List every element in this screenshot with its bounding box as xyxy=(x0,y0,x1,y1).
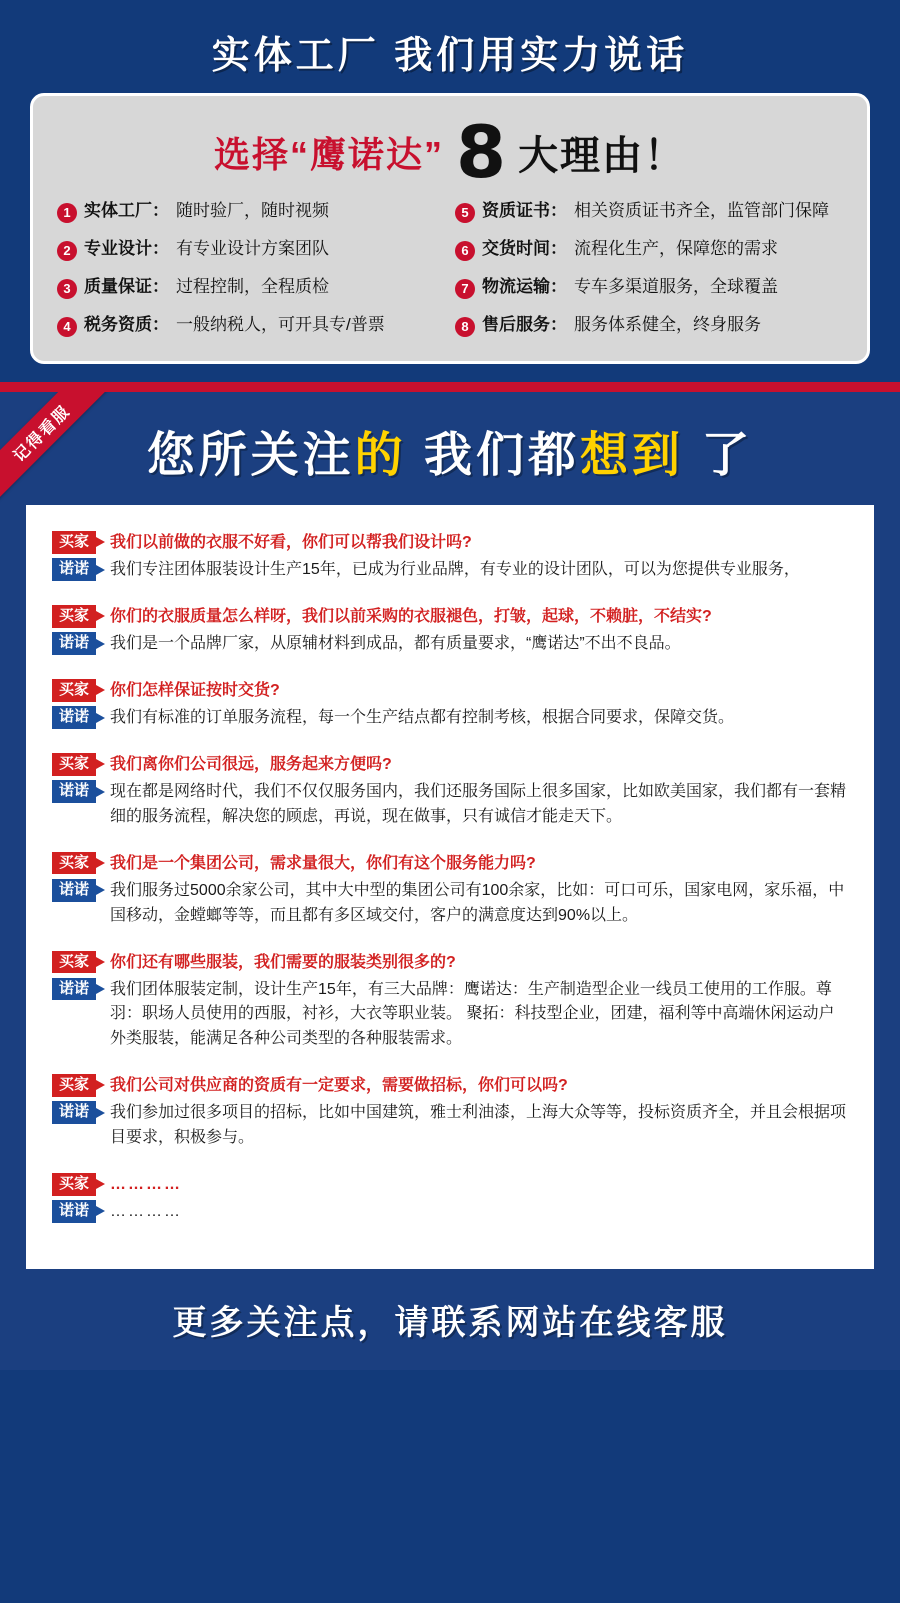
faq-answer: 现在都是网络时代，我们不仅仅服务国内，我们还服务国际上很多国家，比如欧美国家，我们都有一套精细的服务流程，解决您的顾虑，再说，现在做事，只有诚信才能走天下。 xyxy=(110,783,847,825)
faq-answer: 我们专注团体服装设计生产15年，已成为行业品牌，有专业的设计团队，可以为您提供专业服务， xyxy=(110,561,800,579)
faq-title-part2: 的 xyxy=(354,428,407,482)
reason-item xyxy=(57,315,445,337)
faq-item xyxy=(52,531,848,583)
faq-answer: 我们是一个品牌厂家，从原辅材料到成品，都有质量要求，“鹰诺达”不出不良品。 xyxy=(110,635,681,653)
faq-question-row xyxy=(52,531,848,554)
faq-item xyxy=(52,679,848,731)
seller-tag: 诺诺 xyxy=(52,632,96,655)
faq-answer-row xyxy=(52,780,848,830)
reason-item xyxy=(57,239,445,261)
faq-answer-row xyxy=(52,706,848,731)
section-divider xyxy=(0,382,900,392)
reasons-list xyxy=(57,201,843,337)
buyer-tag: 买家 xyxy=(52,1074,96,1097)
faq-item xyxy=(52,605,848,657)
reason-number-badge: 1 xyxy=(57,203,77,223)
seller-tag: 诺诺 xyxy=(52,1101,96,1124)
faq-answer: 我们团体服装定制，设计生产15年，有三大品牌：鹰诺达：生产制造型企业一线员工使用的工作服。尊羽：职场人员使用的西服，衬衫，大衣等职业装。 聚拓：科技型企业，团建，福利等中高端休闲运动户外类服装，能满足各种公司类型的各种服装需求。 xyxy=(110,980,835,1048)
headline-big-number: 8 xyxy=(455,110,507,194)
faq-item xyxy=(52,1173,848,1225)
reason-item xyxy=(455,315,843,337)
faq-title-part3: 我们都 xyxy=(423,428,580,482)
reason-title: 实体工厂： xyxy=(84,200,169,220)
seller-tag: 诺诺 xyxy=(52,558,96,581)
reason-item xyxy=(455,277,843,299)
faq-title-part1: 您所关注 xyxy=(146,428,355,482)
faq-card xyxy=(26,505,874,1269)
buyer-tag: 买家 xyxy=(52,753,96,776)
faq-question-row xyxy=(52,753,848,776)
faq-title-part4: 想到 xyxy=(580,428,685,482)
faq-item xyxy=(52,951,848,1053)
faq-answer-row xyxy=(52,879,848,929)
faq-item xyxy=(52,852,848,929)
corner-ribbon: 记得看服 xyxy=(0,392,113,504)
faq-question-row xyxy=(52,852,848,875)
reason-item xyxy=(57,277,445,299)
reason-text: 过程控制，全程质检 xyxy=(176,276,329,296)
seller-tag: 诺诺 xyxy=(52,978,96,1001)
reason-text: 专车多渠道服务，全球覆盖 xyxy=(574,276,778,296)
buyer-tag: 买家 xyxy=(52,951,96,974)
reason-number-badge: 7 xyxy=(455,279,475,299)
faq-answer: 我们参加过很多项目的招标，比如中国建筑，雅士利油漆，上海大众等等，投标资质齐全，并且会根据项目要求，积极参与。 xyxy=(110,1104,847,1147)
faq-answer-row xyxy=(52,558,848,583)
reason-title: 售后服务： xyxy=(482,314,567,334)
headline-black-suffix: 大理由！ xyxy=(518,133,687,178)
faq-item xyxy=(52,1074,848,1151)
seller-tag: 诺诺 xyxy=(52,780,96,803)
buyer-tag: 买家 xyxy=(52,679,96,702)
reasons-card xyxy=(30,93,870,364)
faq-footer-text: 更多关注点，请联系网站在线客服 xyxy=(172,1303,728,1342)
faq-question: 你们怎样保证按时交货? xyxy=(110,681,280,699)
faq-question-row xyxy=(52,605,848,628)
faq-answer-row xyxy=(52,978,848,1052)
faq-question-row xyxy=(52,679,848,702)
banner-title: 实体工厂 我们用实力说话 xyxy=(211,35,689,77)
faq-title xyxy=(0,392,900,505)
reason-number-badge: 8 xyxy=(455,317,475,337)
reason-text: 服务体系健全，终身服务 xyxy=(574,314,761,334)
reason-text: 一般纳税人，可开具专/普票 xyxy=(176,314,385,334)
faq-answer-row xyxy=(52,1101,848,1151)
buyer-tag: 买家 xyxy=(52,605,96,628)
buyer-tag: 买家 xyxy=(52,1173,96,1196)
reason-number-badge: 6 xyxy=(455,241,475,261)
reason-number-badge: 5 xyxy=(455,203,475,223)
reason-number-badge: 3 xyxy=(57,279,77,299)
reason-text: 随时验厂，随时视频 xyxy=(176,200,329,220)
seller-tag: 诺诺 xyxy=(52,1200,96,1223)
reason-title: 质量保证： xyxy=(84,276,169,296)
reason-title: 专业设计： xyxy=(84,238,169,258)
seller-tag: 诺诺 xyxy=(52,879,96,902)
faq-question: 我们离你们公司很远，服务起来方便吗? xyxy=(110,755,392,773)
faq-answer-row xyxy=(52,1200,848,1225)
reason-item xyxy=(455,239,843,261)
faq-question: 你们还有哪些服装，我们需要的服装类别很多的? xyxy=(110,953,456,971)
reasons-section xyxy=(0,0,900,382)
faq-question-row xyxy=(52,1074,848,1097)
faq-question-row xyxy=(52,1173,848,1196)
faq-answer: 我们有标准的订单服务流程，每一个生产结点都有控制考核，根据合同要求，保障交货。 xyxy=(110,709,735,727)
faq-answer: 我们服务过5000余家公司，其中大中型的集团公司有100余家，比如：可口可乐，国家电网，家乐福，中国移动，金螳螂等等，而且都有多区域交付，客户的满意度达到90%以上。 xyxy=(110,881,845,924)
reason-item xyxy=(57,201,445,223)
buyer-tag: 买家 xyxy=(52,531,96,554)
faq-section xyxy=(0,392,900,1370)
headline-red-prefix: 选择“鹰诺达” xyxy=(213,133,444,175)
reason-number-badge: 4 xyxy=(57,317,77,337)
faq-question: 我们公司对供应商的资质有一定要求，需要做招标，你们可以吗? xyxy=(110,1077,568,1095)
faq-question-row xyxy=(52,951,848,974)
reason-title: 物流运输： xyxy=(482,276,567,296)
reason-title: 资质证书： xyxy=(482,200,567,220)
reason-item xyxy=(455,201,843,223)
reason-title: 交货时间： xyxy=(482,238,567,258)
reason-text: 相关资质证书齐全，监管部门保障 xyxy=(574,200,829,220)
reason-number-badge: 2 xyxy=(57,241,77,261)
faq-item xyxy=(52,753,848,830)
reason-title: 税务资质： xyxy=(84,314,169,334)
faq-question: 你们的衣服质量怎么样呀，我们以前采购的衣服褪色，打皱，起球，不赖脏，不结实? xyxy=(110,607,712,625)
reason-text: 流程化生产，保障您的需求 xyxy=(574,238,778,258)
reason-text: 有专业设计方案团队 xyxy=(176,238,329,258)
faq-answer-row xyxy=(52,632,848,657)
faq-question: 我们以前做的衣服不好看，你们可以帮我们设计吗? xyxy=(110,533,472,551)
faq-title-part5: 了 xyxy=(701,428,754,482)
faq-question: 我们是一个集团公司，需求量很大，你们有这个服务能力吗? xyxy=(110,854,536,872)
reasons-headline xyxy=(57,110,843,201)
faq-answer: ………… xyxy=(110,1203,183,1221)
seller-tag: 诺诺 xyxy=(52,706,96,729)
faq-question: ………… xyxy=(110,1175,183,1193)
buyer-tag: 买家 xyxy=(52,852,96,875)
